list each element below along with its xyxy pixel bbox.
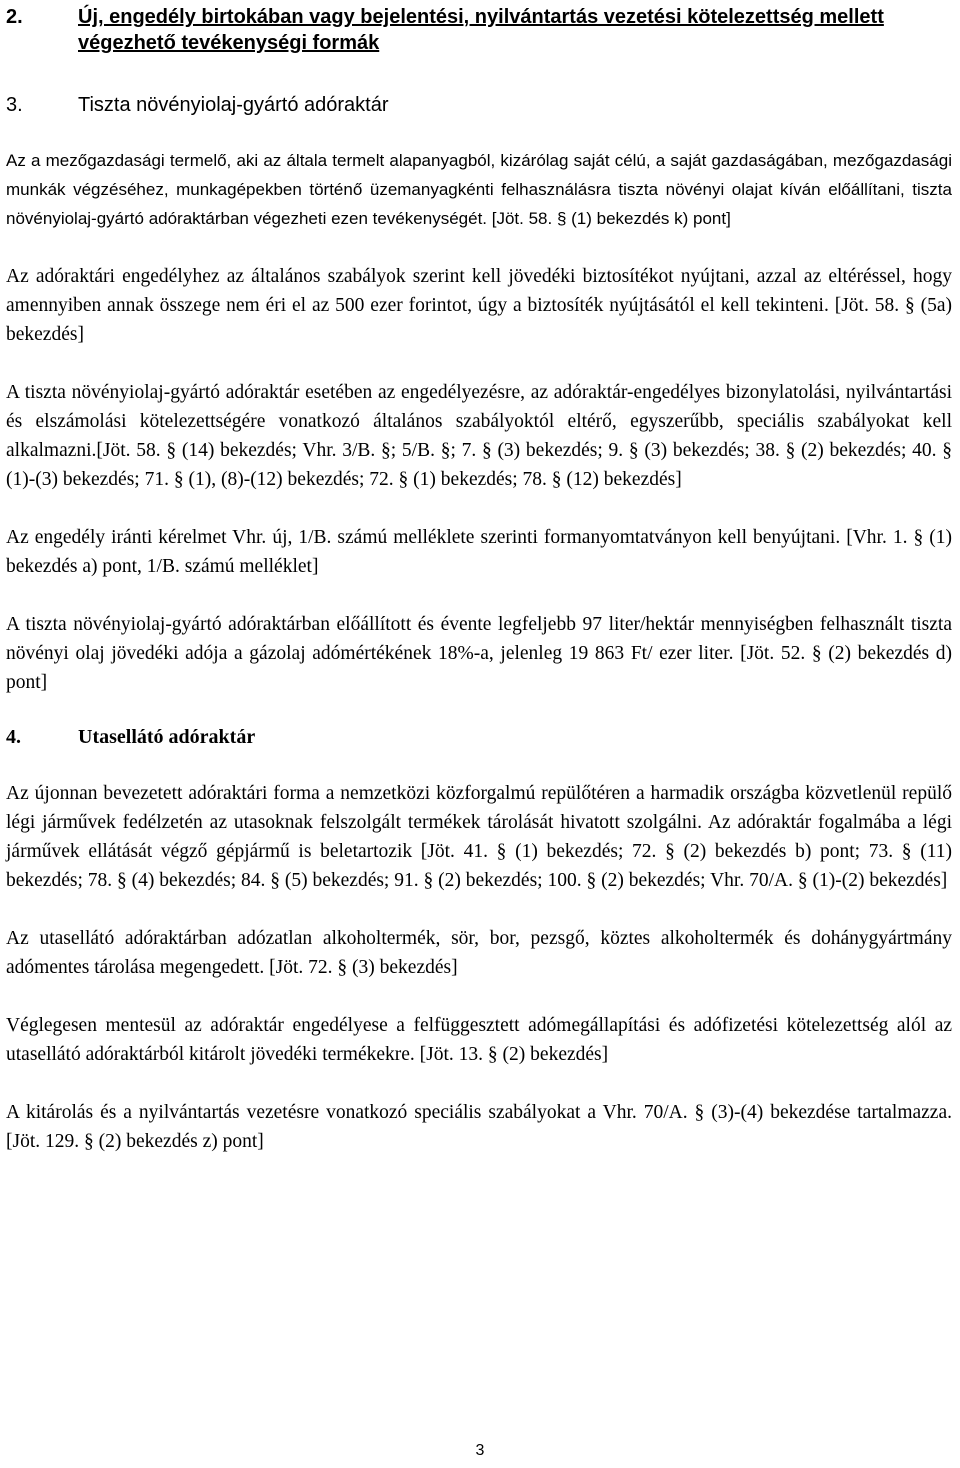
paragraph: Véglegesen mentesül az adóraktár engedélyese a felfüggesztett adómegállapítási és adófizetési kötelezettség alól az utasellátó adóraktárból kitárolt jövedéki termékekre. [Jöt. 13. § (2) bekezdés] (6, 1015, 952, 1065)
section-3-heading (6, 92, 952, 118)
paragraph: A kitárolás és a nyilvántartás vezetésre vonatkozó speciális szabályokat a Vhr. 70/A. § (3)-(4) bekezdése tartalmazza.[Jöt. 129. § (2) bekezdés z) pont] (6, 1102, 952, 1152)
page-number: 3 (475, 1442, 485, 1459)
section-3-title: Tiszta növényiolaj-gyártó adóraktár (78, 94, 389, 116)
section-4-title: Utasellátó adóraktár (78, 726, 256, 748)
section-4-number: 4. (6, 726, 21, 748)
paragraph: Az a mezőgazdasági termelő, aki az általa termelt alapanyagból, kizárólag saját célú, a saját gazdaságában, mezőgazdasági munkák végzéséhez, munkagépekben történő üzemanyagkénti felhasználásra tiszta növényi olajat kíván előállítani, tiszta növényiolaj-gyártó adóraktárban végezheti ezen tevékenységét. [Jöt. 58. § (1) bekezdés k) pont] (6, 151, 952, 228)
section-2-title: Új, engedély birtokában vagy bejelentési, nyilvántartás vezetési kötelezettség mellett végezhető tevékenységi formák (78, 6, 884, 54)
paragraph: Az adóraktári engedélyhez az általános szabályok szerint kell jövedéki biztosítékot nyújtani, azzal az eltéréssel, hogy amennyiben annak összege nem éri el az 500 ezer forintot, úgy a biztosíték nyújtásától el kell tekinteni. [Jöt. 58. § (5a) bekezdés] (6, 266, 952, 345)
section-2-heading (6, 4, 952, 56)
section-3-number: 3. (6, 94, 23, 116)
paragraph: A tiszta növényiolaj-gyártó adóraktárban előállított és évente legfeljebb 97 liter/hektár mennyiségben felhasznált tiszta növényi olaj jövedéki adója a gázolaj adómértékének 18%-a, jelenleg 19 863 Ft/ ezer liter. [Jöt. 52. § (2) bekezdés d) pont] (6, 614, 952, 693)
paragraph: Az utasellátó adóraktárban adózatlan alkoholtermék, sör, bor, pezsgő, köztes alkoholtermék és dohánygyártmány adómentes tárolása megengedett. [Jöt. 72. § (3) bekezdés] (6, 928, 952, 978)
section-4-heading (6, 724, 952, 750)
paragraph: Az újonnan bevezetett adóraktári forma a nemzetközi közforgalmú repülőtéren a harmadik országba közvetlenül repülő légi járművek fedélzetén az utasoknak felszolgált termékek tárolását hivatott szolgálni. Az adóraktár fogalmába a légi járművek ellátását végző gépjármű is beletartozik [Jöt. 41. § (1) bekezdés; 72. § (2) bekezdés b) pont; 73. § (11) bekezdés; 78. § (4) bekezdés; 84. § (5) bekezdés; 91. § (2) bekezdés; 100. § (2) bekezdés; Vhr. 70/A. § (1)-(2) bekezdés] (6, 783, 952, 891)
section-2-number: 2. (6, 6, 23, 28)
paragraph: Az engedély iránti kérelmet Vhr. új, 1/B. számú melléklete szerinti formanyomtatványon kell benyújtani. [Vhr. 1. § (1) bekezdés a) pont, 1/B. számú melléklet] (6, 527, 952, 577)
paragraph: A tiszta növényiolaj-gyártó adóraktár esetében az engedélyezésre, az adóraktár-engedélyes bizonylatolási, nyilvántartási és elszámolási kötelezettségére vonatkozó általános szabályoktól eltérő, egyszerűbb, speciális szabályokat kell alkalmazni.[Jöt. 58. § (14) bekezdés; Vhr. 3/B. §; 5/B. §; 7. § (3) bekezdés; 9. § (3) bekezdés; 38. § (2) bekezdés; 40. § (1)-(3) bekezdés; 71. § (1), (8)-(12) bekezdés; 72. § (1) bekezdés; 78. § (12) bekezdés] (6, 382, 952, 490)
